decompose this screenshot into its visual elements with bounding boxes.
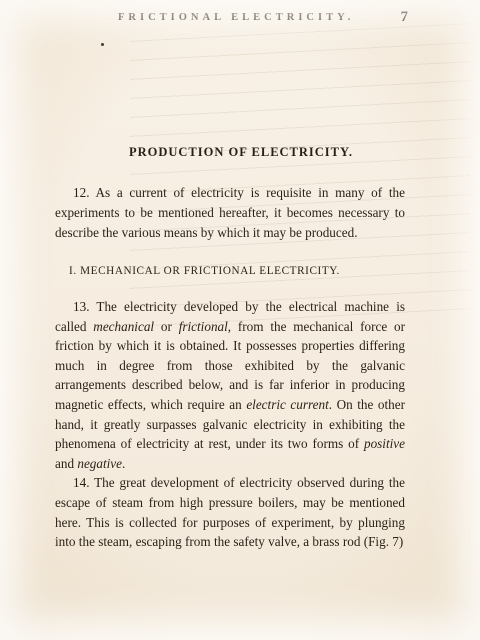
term-frictional: frictional — [178, 318, 228, 334]
paragraph-13 — [55, 297, 405, 473]
section-title: PRODUCTION OF ELECTRICITY. — [128, 145, 354, 159]
running-head: FRICTIONAL ELECTRICITY. — [118, 12, 355, 23]
paragraph-13-text: , from the mechanical force or friction by which it is obtained. It possesses properties differing much in degree from those exhibited by the galvanic arrangements described below, and is far inferior in producing magnetic effects, which require an — [55, 318, 405, 412]
page-body — [55, 142, 405, 552]
term-positive: positive — [363, 436, 405, 452]
paragraph-13-text: . On the other hand, it greatly surpasses galvanic electricity in exhibiting the phenomena of electricity at rest, under its two forms of — [55, 396, 406, 452]
paragraph-13-text: 13. The electricity developed by the electrical machine is called — [55, 299, 405, 334]
term-negative: negative — [77, 455, 123, 471]
page-number: 7 — [400, 9, 408, 25]
subsection-heading: I. MECHANICAL OR FRICTIONAL ELECTRICITY. — [69, 265, 340, 277]
paragraph-13-text: and — [55, 455, 78, 471]
page-header — [60, 9, 458, 29]
paragraph-12: 12. As a current of electricity is requisite in many of the experiments to be mentioned hereafter, it becomes necessary to describe the various means by which it may be produced. — [55, 185, 405, 240]
ink-dot — [101, 43, 104, 46]
paragraph-13-text: . — [122, 455, 126, 471]
term-mechanical: mechanical — [93, 318, 155, 334]
paragraph-14: 14. The great development of electricity observed during the escape of steam from high pressure boilers, may be mentioned here. This is collected for purposes of experiment, by plunging into the steam, escaping from the safety valve, a brass rod (Fig. 7) — [55, 475, 405, 550]
term-electric-current: electric current — [246, 396, 329, 412]
paragraph-13-text: or — [154, 318, 179, 334]
